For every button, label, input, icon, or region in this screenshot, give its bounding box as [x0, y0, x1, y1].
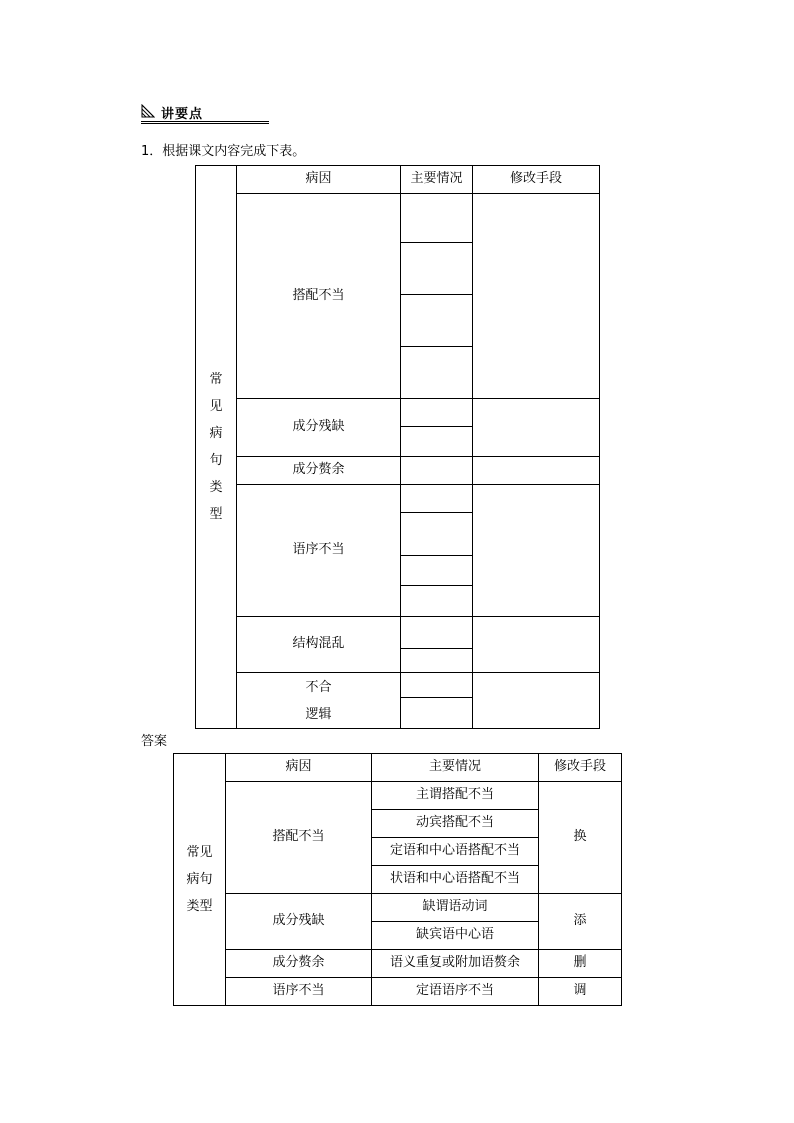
fix-blank[interactable]	[473, 673, 600, 729]
blank-table	[195, 165, 600, 729]
answer-row-header-cell	[174, 754, 226, 1006]
fix-blank[interactable]	[473, 194, 600, 399]
answer-fix-cell: 调	[539, 978, 622, 1006]
cause-cell: 成分赘余	[237, 457, 401, 485]
situation-blank[interactable]	[401, 617, 472, 648]
heading-underline-2	[141, 123, 269, 124]
answer-situation-cell: 语义重复或附加语赘余	[372, 950, 539, 978]
situation-blank[interactable]	[401, 512, 472, 555]
answer-cause-cell: 成分赘余	[226, 950, 372, 978]
answer-situation-cell: 状语和中心语搭配不当	[372, 866, 539, 894]
cause-cell: 结构混乱	[237, 617, 401, 673]
answer-cause-cell: 搭配不当	[226, 782, 372, 894]
fix-blank[interactable]	[473, 617, 600, 673]
row-header-cell	[196, 166, 237, 729]
answer-situation-cell: 定语语序不当	[372, 978, 539, 1006]
situation-blank[interactable]	[401, 648, 472, 672]
situation-blank-group	[401, 194, 473, 399]
situation-blank-group	[401, 617, 473, 673]
heading-underline	[141, 121, 269, 122]
situation-blank[interactable]	[401, 555, 472, 585]
answer-col-header-fix: 修改手段	[539, 754, 622, 782]
corner-triangle-icon	[141, 104, 155, 118]
answer-label: 答案	[141, 734, 168, 749]
cause-cell: 不合 逻辑	[237, 673, 401, 729]
answer-table	[173, 753, 622, 1006]
answer-situation-cell: 定语和中心语搭配不当	[372, 838, 539, 866]
situation-blank-group	[401, 485, 473, 617]
question-text: 1．根据课文内容完成下表。	[141, 144, 306, 159]
cause-cell: 成分残缺	[237, 399, 401, 457]
situation-blank[interactable]	[401, 426, 472, 456]
answer-fix-cell: 添	[539, 894, 622, 950]
col-header-fix: 修改手段	[473, 166, 600, 194]
situation-blank[interactable]	[401, 457, 473, 485]
section-heading-text: 讲要点	[161, 107, 204, 122]
cause-cell: 搭配不当	[237, 194, 401, 399]
answer-situation-cell: 缺谓语动词	[372, 894, 539, 922]
answer-situation-cell: 动宾搭配不当	[372, 810, 539, 838]
situation-blank-group	[401, 673, 473, 729]
fix-blank[interactable]	[473, 399, 600, 457]
answer-col-header-situation: 主要情况	[372, 754, 539, 782]
cause-cell: 语序不当	[237, 485, 401, 617]
situation-blank[interactable]	[401, 585, 472, 616]
answer-fix-cell: 删	[539, 950, 622, 978]
col-header-situation: 主要情况	[401, 166, 473, 194]
section-heading	[141, 102, 269, 122]
answer-row-header: 常见 病句 类型	[186, 845, 213, 914]
answer-situation-cell: 缺宾语中心语	[372, 922, 539, 950]
situation-blank[interactable]	[401, 242, 472, 294]
answer-col-header-cause: 病因	[226, 754, 372, 782]
situation-blank[interactable]	[401, 294, 472, 346]
col-header-cause: 病因	[237, 166, 401, 194]
fix-blank[interactable]	[473, 485, 600, 617]
answer-cause-cell: 语序不当	[226, 978, 372, 1006]
situation-blank[interactable]	[401, 194, 472, 242]
answer-situation-cell: 主谓搭配不当	[372, 782, 539, 810]
situation-blank[interactable]	[401, 346, 472, 398]
answer-cause-cell: 成分残缺	[226, 894, 372, 950]
situation-blank[interactable]	[401, 485, 472, 512]
situation-blank[interactable]	[401, 697, 472, 728]
situation-blank[interactable]	[401, 399, 472, 426]
situation-blank-group	[401, 399, 473, 457]
answer-fix-cell: 换	[539, 782, 622, 894]
situation-blank[interactable]	[401, 673, 472, 697]
fix-blank[interactable]	[473, 457, 600, 485]
row-header-vertical: 常 见 病 句 类 型	[209, 372, 223, 522]
